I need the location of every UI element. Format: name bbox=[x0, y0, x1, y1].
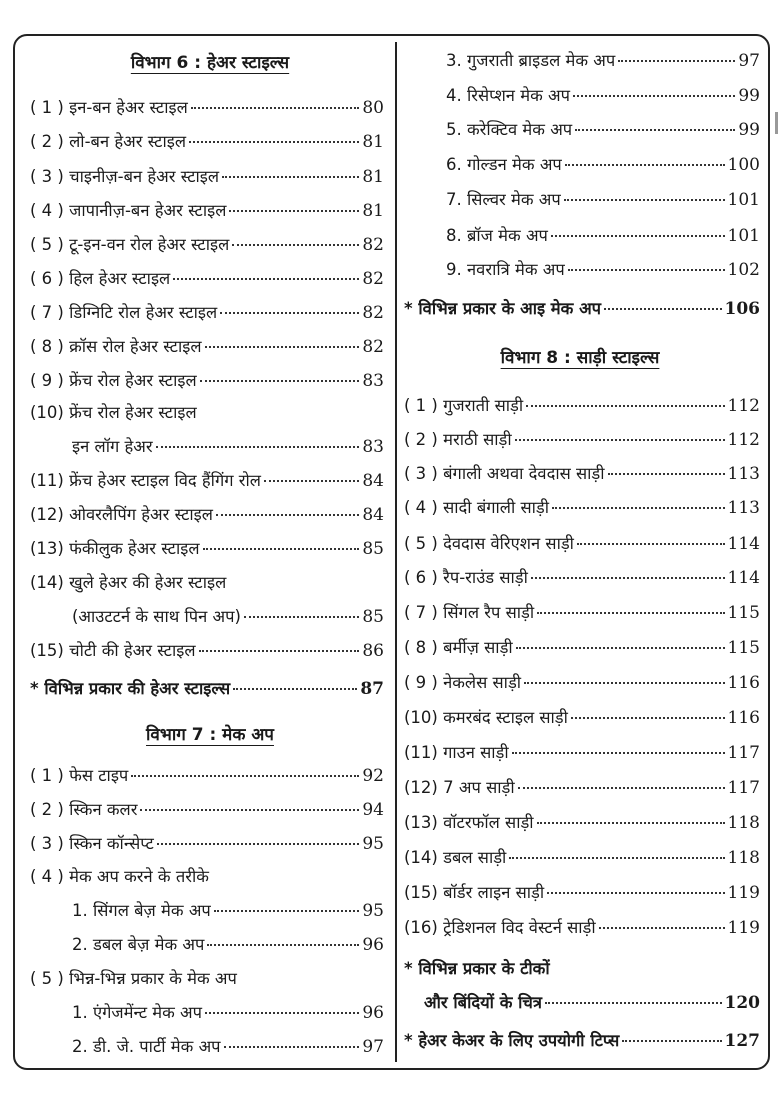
toc-entry-page: 82 bbox=[362, 269, 384, 289]
toc-entry-page: 99 bbox=[738, 86, 760, 106]
toc-entry bbox=[30, 336, 384, 358]
toc-entry bbox=[404, 958, 760, 980]
toc-entry-page: 114 bbox=[727, 534, 760, 554]
dot-leader bbox=[214, 910, 360, 912]
toc-entry-title: 1. एंगेजमेंन्ट मेक अप bbox=[72, 1003, 203, 1022]
dot-leader bbox=[131, 775, 359, 777]
toc-entry bbox=[72, 1036, 384, 1058]
dot-leader bbox=[545, 1002, 722, 1004]
toc-entry bbox=[404, 429, 760, 451]
toc-entry bbox=[404, 777, 760, 799]
toc-entry-title: 2. डी. जे. पार्टी मेक अप bbox=[72, 1037, 221, 1056]
toc-entry bbox=[30, 678, 384, 700]
dot-leader bbox=[512, 752, 725, 754]
toc-entry bbox=[72, 606, 384, 628]
dot-leader bbox=[224, 1046, 360, 1048]
toc-entry-page: 92 bbox=[362, 766, 384, 786]
toc-entry-title: ( 5 ) भिन्न-भिन्न प्रकार के मेक अप bbox=[30, 969, 237, 988]
dot-leader bbox=[222, 176, 359, 178]
toc-entry-title: ( 2 ) लो-बन हेअर स्टाइल bbox=[30, 132, 187, 151]
dot-leader bbox=[233, 688, 357, 690]
toc-entry-page: 97 bbox=[738, 51, 760, 71]
toc-entry bbox=[30, 402, 384, 424]
dot-leader bbox=[156, 446, 360, 448]
dot-leader bbox=[573, 95, 735, 97]
dot-leader bbox=[264, 480, 359, 482]
toc-entry bbox=[30, 866, 384, 888]
toc-entry bbox=[72, 1002, 384, 1024]
toc-entry-page: 85 bbox=[362, 539, 384, 559]
dot-leader bbox=[200, 380, 360, 382]
toc-entry-page: 112 bbox=[727, 430, 760, 450]
dot-leader bbox=[515, 439, 725, 441]
toc-entry-page: 127 bbox=[724, 1031, 760, 1051]
toc-entry-title: 5. करेक्टिव मेक अप bbox=[446, 120, 573, 139]
dot-leader bbox=[568, 269, 725, 271]
toc-entry bbox=[446, 189, 760, 211]
dot-leader bbox=[575, 129, 735, 131]
dot-leader bbox=[577, 543, 725, 545]
toc-entry-title: ( 9 ) फ्रेंच रोल हेअर स्टाइल bbox=[30, 371, 197, 390]
toc-entry bbox=[30, 538, 384, 560]
toc-entry-title: ( 9 ) नेकलेस साड़ी bbox=[404, 673, 522, 692]
toc-entry-title: 4. रिसेप्शन मेक अप bbox=[446, 86, 570, 105]
toc-entry bbox=[404, 847, 760, 869]
toc-entry-page: 82 bbox=[362, 235, 384, 255]
toc-entry bbox=[446, 50, 760, 72]
toc-entry bbox=[404, 463, 760, 485]
dot-leader bbox=[552, 507, 725, 509]
toc-entry bbox=[404, 637, 760, 659]
toc-entry bbox=[30, 234, 384, 256]
dot-leader bbox=[207, 944, 359, 946]
toc-entry-title: (10) कमरबंद स्टाइल साड़ी bbox=[404, 708, 568, 727]
dot-leader bbox=[537, 612, 724, 614]
toc-entry-title: ( 5 ) टू-इन-वन रोल हेअर स्टाइल bbox=[30, 235, 230, 254]
dot-leader bbox=[516, 647, 725, 649]
dot-leader bbox=[604, 308, 721, 310]
toc-entry bbox=[30, 765, 384, 787]
toc-entry bbox=[404, 1030, 760, 1052]
toc-entry bbox=[30, 131, 384, 153]
dot-leader bbox=[189, 141, 359, 143]
toc-entry-page: 99 bbox=[738, 120, 760, 140]
toc-entry-page: 117 bbox=[727, 778, 760, 798]
toc-entry-title: ( 2 ) स्किन कलर bbox=[30, 800, 138, 819]
toc-entry-title: ( 8 ) क्रॉस रोल हेअर स्टाइल bbox=[30, 337, 202, 356]
toc-entry-page: 113 bbox=[727, 464, 760, 484]
toc-entry-title: ( 2 ) मराठी साड़ी bbox=[404, 430, 512, 449]
dot-leader bbox=[537, 822, 725, 824]
dot-leader bbox=[244, 616, 359, 618]
toc-entry bbox=[72, 934, 384, 956]
dot-leader bbox=[564, 199, 725, 201]
toc-entry-page: 86 bbox=[362, 641, 384, 661]
toc-entry bbox=[30, 833, 384, 855]
toc-entry-title: ( 1 ) गुजराती साड़ी bbox=[404, 396, 524, 415]
toc-entry-title: (12) 7 अप साड़ी bbox=[404, 778, 515, 797]
toc-entry-page: 84 bbox=[362, 505, 384, 525]
toc-entry bbox=[446, 85, 760, 107]
toc-entry-page: 95 bbox=[362, 901, 384, 921]
toc-entry-title: ( 4 ) सादी बंगाली साड़ी bbox=[404, 498, 550, 517]
toc-entry-page: 83 bbox=[362, 371, 384, 391]
toc-entry-page: 115 bbox=[727, 603, 760, 623]
toc-entry-title: * विभिन्न प्रकार की हेअर स्टाइल्स bbox=[30, 679, 231, 698]
dot-leader bbox=[191, 107, 360, 109]
toc-entry-title: (11) फ्रेंच हेअर स्टाइल विद हैंगिंग रोल bbox=[30, 471, 261, 490]
dot-leader bbox=[565, 164, 725, 166]
toc-entry bbox=[72, 436, 384, 458]
toc-entry bbox=[404, 602, 760, 624]
toc-entry bbox=[30, 572, 384, 594]
dot-leader bbox=[524, 682, 724, 684]
dot-leader bbox=[140, 809, 359, 811]
toc-entry bbox=[30, 268, 384, 290]
toc-entry-page: 97 bbox=[362, 1037, 384, 1057]
edge-mark bbox=[775, 112, 778, 134]
toc-entry-title: ( 3 ) चाइनीज़-बन हेअर स्टाइल bbox=[30, 167, 220, 186]
toc-entry-title: * विभिन्न प्रकार के आइ मेक अप bbox=[404, 299, 602, 318]
section-heading-6: विभाग 6 : हेअर स्टाइल्स bbox=[130, 53, 290, 73]
toc-entry-page: 119 bbox=[727, 883, 760, 903]
dot-leader bbox=[216, 514, 359, 516]
toc-entry-page: 82 bbox=[362, 337, 384, 357]
toc-entry bbox=[404, 672, 760, 694]
section-heading-7: विभाग 7 : मेक अप bbox=[146, 725, 274, 745]
toc-entry bbox=[30, 640, 384, 662]
dot-leader bbox=[205, 1012, 359, 1014]
toc-entry-page: 115 bbox=[727, 638, 760, 658]
toc-entry-title: 2. डबल बेज़ मेक अप bbox=[72, 935, 205, 954]
section-heading-8: विभाग 8 : साड़ी स्टाइल्स bbox=[500, 348, 660, 368]
toc-entry-page: 96 bbox=[362, 1003, 384, 1023]
toc-entry-title: ( 5 ) देवदास वेरिएशन साड़ी bbox=[404, 534, 574, 553]
toc-entry bbox=[446, 225, 760, 247]
toc-entry-title: ( 6 ) रैप-राउंड साड़ी bbox=[404, 568, 528, 587]
toc-entry-page: 81 bbox=[362, 132, 384, 152]
dot-leader bbox=[203, 548, 360, 550]
toc-entry-title: (11) गाउन साड़ी bbox=[404, 743, 509, 762]
dot-leader bbox=[220, 312, 359, 314]
toc-entry-page: 119 bbox=[727, 918, 760, 938]
toc-entry-page: 120 bbox=[724, 993, 760, 1013]
toc-entry bbox=[404, 497, 760, 519]
toc-entry-page: 81 bbox=[362, 167, 384, 187]
dot-leader bbox=[229, 210, 359, 212]
toc-entry-title: 8. ब्रॉज मेक अप bbox=[446, 226, 548, 245]
toc-entry-title: ( 3 ) स्किन कॉन्सेप्ट bbox=[30, 834, 154, 853]
toc-entry-title: इन लॉग हेअर bbox=[72, 437, 153, 456]
toc-entry-title: ( 1 ) फेस टाइप bbox=[30, 766, 129, 785]
toc-entry bbox=[446, 259, 760, 281]
toc-entry bbox=[72, 900, 384, 922]
toc-entry-title: (15) बॉर्डर लाइन साड़ी bbox=[404, 883, 545, 902]
toc-entry bbox=[30, 302, 384, 324]
toc-entry-title: (10) फ्रेंच रोल हेअर स्टाइल bbox=[30, 403, 197, 422]
toc-entry-page: 83 bbox=[362, 437, 384, 457]
toc-entry-title: * विभिन्न प्रकार के टीकों bbox=[404, 959, 550, 978]
toc-entry bbox=[446, 119, 760, 141]
toc-entry-title: ( 8 ) बर्मीज़ साड़ी bbox=[404, 638, 513, 657]
toc-entry-page: 87 bbox=[360, 679, 384, 699]
toc-entry bbox=[30, 97, 384, 119]
toc-entry-title: (13) फंकीलुक हेअर स्टाइल bbox=[30, 539, 200, 558]
toc-entry-page: 101 bbox=[727, 190, 760, 210]
toc-entry bbox=[30, 200, 384, 222]
dot-leader bbox=[608, 473, 725, 475]
toc-entry bbox=[404, 812, 760, 834]
dot-leader bbox=[551, 235, 725, 237]
toc-entry bbox=[404, 533, 760, 555]
dot-leader bbox=[518, 787, 725, 789]
toc-entry-title: 1. सिंगल बेज़ मेक अप bbox=[72, 901, 211, 920]
toc-entry-page: 117 bbox=[727, 743, 760, 763]
toc-entry-page: 100 bbox=[727, 155, 760, 175]
toc-entry-page: 118 bbox=[727, 848, 760, 868]
toc-entry bbox=[30, 166, 384, 188]
dot-leader bbox=[531, 577, 725, 579]
toc-entry bbox=[424, 992, 760, 1014]
column-divider bbox=[395, 42, 397, 1062]
toc-entry-page: 82 bbox=[362, 303, 384, 323]
toc-entry-page: 95 bbox=[362, 834, 384, 854]
toc-entry bbox=[30, 799, 384, 821]
toc-entry-page: 80 bbox=[362, 98, 384, 118]
toc-entry-title: (आउटटर्न के साथ पिन अप) bbox=[72, 607, 241, 626]
toc-entry bbox=[404, 298, 760, 320]
toc-entry-page: 116 bbox=[727, 708, 760, 728]
dot-leader bbox=[622, 1040, 721, 1042]
toc-entry-page: 94 bbox=[362, 800, 384, 820]
dot-leader bbox=[157, 843, 360, 845]
toc-entry-title: 7. सिल्वर मेक अप bbox=[446, 190, 561, 209]
toc-entry bbox=[404, 395, 760, 417]
toc-entry-title: ( 7 ) सिंगल रैप साड़ी bbox=[404, 603, 535, 622]
dot-leader bbox=[571, 717, 725, 719]
toc-entry-page: 102 bbox=[727, 260, 760, 280]
toc-entry-title: ( 4 ) मेक अप करने के तरीके bbox=[30, 867, 209, 886]
toc-entry bbox=[30, 504, 384, 526]
dot-leader bbox=[232, 244, 359, 246]
toc-entry-title: * हेअर केअर के लिए उपयोगी टिप्स bbox=[404, 1031, 620, 1050]
toc-entry-title: ( 4 ) जापानीज़-बन हेअर स्टाइल bbox=[30, 201, 227, 220]
toc-entry-page: 84 bbox=[362, 471, 384, 491]
toc-entry-title: (13) वॉटरफॉल साड़ी bbox=[404, 813, 534, 832]
toc-entry-page: 106 bbox=[724, 299, 760, 319]
toc-entry-page: 81 bbox=[362, 201, 384, 221]
toc-entry-title: (14) खुले हेअर की हेअर स्टाइल bbox=[30, 573, 227, 592]
dot-leader bbox=[205, 346, 360, 348]
toc-entry-title: (16) ट्रेडिशनल विद वेस्टर्न साड़ी bbox=[404, 918, 596, 937]
toc-entry bbox=[404, 707, 760, 729]
toc-entry-title: (15) चोटी की हेअर स्टाइल bbox=[30, 641, 196, 660]
toc-entry-title: ( 1 ) इन-बन हेअर स्टाइल bbox=[30, 98, 188, 117]
toc-entry-title: ( 6 ) हिल हेअर स्टाइल bbox=[30, 269, 171, 288]
toc-entry-page: 85 bbox=[362, 607, 384, 627]
toc-entry-page: 113 bbox=[727, 498, 760, 518]
toc-entry-title: (12) ओवरलैपिंग हेअर स्टाइल bbox=[30, 505, 213, 524]
toc-entry bbox=[30, 470, 384, 492]
toc-entry-title: 3. गुजराती ब्राइडल मेक अप bbox=[446, 51, 616, 70]
toc-entry-title: (14) डबल साड़ी bbox=[404, 848, 507, 867]
dot-leader bbox=[173, 278, 359, 280]
toc-entry-page: 112 bbox=[727, 396, 760, 416]
toc-entry bbox=[404, 882, 760, 904]
toc-entry-page: 101 bbox=[727, 226, 760, 246]
toc-entry-title: ( 3 ) बंगाली अथवा देवदास साड़ी bbox=[404, 464, 605, 483]
dot-leader bbox=[509, 857, 724, 859]
toc-entry bbox=[30, 370, 384, 392]
toc-entry-page: 96 bbox=[362, 935, 384, 955]
toc-entry bbox=[404, 917, 760, 939]
toc-entry bbox=[404, 742, 760, 764]
toc-entry-title: और बिंदियों के चित्र bbox=[424, 993, 542, 1012]
toc-entry-title: 9. नवरात्रि मेक अप bbox=[446, 260, 565, 279]
toc-entry bbox=[404, 567, 760, 589]
toc-entry-page: 114 bbox=[727, 568, 760, 588]
toc-entry bbox=[30, 968, 384, 990]
dot-leader bbox=[599, 927, 725, 929]
toc-entry bbox=[446, 154, 760, 176]
dot-leader bbox=[618, 60, 735, 62]
toc-entry-title: ( 7 ) डिग्निटि रोल हेअर स्टाइल bbox=[30, 303, 218, 322]
dot-leader bbox=[547, 892, 724, 894]
toc-entry-title: 6. गोल्डन मेक अप bbox=[446, 155, 562, 174]
toc-entry-page: 118 bbox=[727, 813, 760, 833]
dot-leader bbox=[199, 650, 360, 652]
toc-entry-page: 116 bbox=[727, 673, 760, 693]
dot-leader bbox=[526, 405, 724, 407]
